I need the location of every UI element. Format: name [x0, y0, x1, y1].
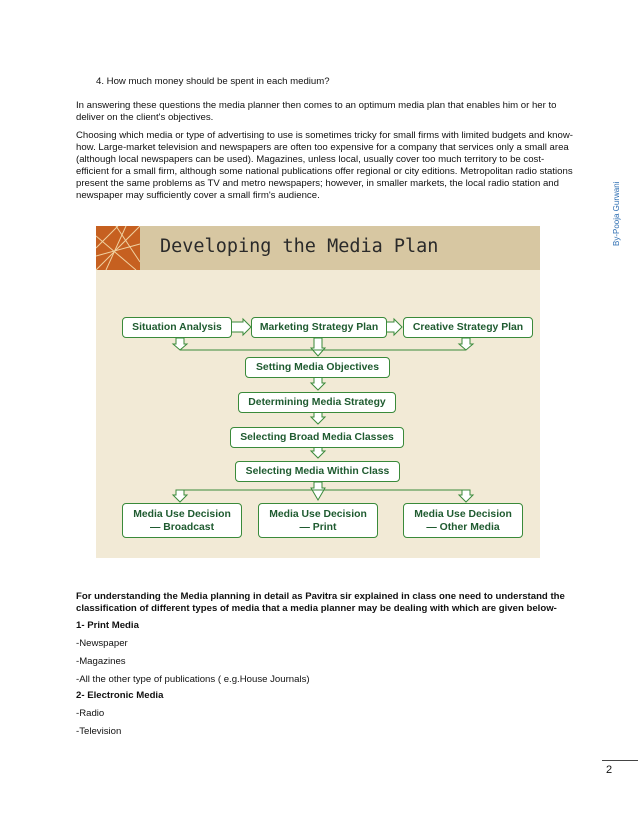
box-media-use-decision-broadcast	[122, 503, 242, 538]
media-plan-diagram	[96, 226, 540, 558]
page-number: 2	[606, 764, 613, 776]
question-4: 4. How much money should be spent in each medium?	[96, 76, 330, 87]
list-item-other-publications: -All the other type of publications ( e.g.House Journals)	[76, 674, 310, 685]
understanding-line-2: classification of different types of media that a media planner may be dealing with which are given below-	[76, 603, 557, 614]
box-determining-media-strategy: Determining Media Strategy	[238, 392, 396, 413]
paragraph-1-line-2: deliver on the client's objectives.	[76, 112, 214, 123]
paragraph-2-line-6: newspaper may sufficiently cover a small firm's audience.	[76, 190, 320, 201]
box-creative-strategy-plan: Creative Strategy Plan	[403, 317, 533, 338]
diagram-title: Developing the Media Plan	[160, 236, 439, 257]
box-marketing-strategy-plan: Marketing Strategy Plan	[251, 317, 387, 338]
paragraph-2-line-5: present the same problems as TV and metro newspapers; however, in smaller markets, the local radio station and	[76, 178, 559, 189]
list-item-radio: -Radio	[76, 708, 105, 719]
understanding-line-1: For understanding the Media planning in detail as Pavitra sir explained in class one need to understand the	[76, 591, 565, 602]
broadcast-line-1: Media Use Decision	[133, 508, 231, 520]
paragraph-1-line-1: In answering these questions the media planner then comes to an optimum media plan that enables him or her to	[76, 100, 557, 111]
box-selecting-media-within-class: Selecting Media Within Class	[235, 461, 400, 482]
box-media-use-decision-print	[258, 503, 378, 538]
box-selecting-broad-media-classes: Selecting Broad Media Classes	[230, 427, 404, 448]
other-line-2: — Other Media	[426, 521, 500, 533]
page-number-rule	[602, 760, 638, 761]
print-line-2: — Print	[299, 521, 337, 533]
list-item-magazines: -Magazines	[76, 656, 126, 667]
box-setting-media-objectives: Setting Media Objectives	[245, 357, 390, 378]
paragraph-2-line-4: efficient for a small firm, although some national publications offer regional or city editions. Metropolitan radio stations	[76, 166, 573, 177]
section-print-media: 1- Print Media	[76, 620, 139, 631]
paragraph-2-line-1: Choosing which media or type of advertising to use is sometimes tricky for small firms with limited budgets and know-	[76, 130, 573, 141]
print-line-1: Media Use Decision	[269, 508, 367, 520]
paragraph-2-line-3: (although local newspapers can be used). Magazines, unless local, usually cover too much territory to be cost-	[76, 154, 545, 165]
author-side-label: By-Pooja Gurwani	[612, 181, 621, 246]
section-electronic-media: 2- Electronic Media	[76, 690, 164, 701]
box-media-use-decision-other	[403, 503, 523, 538]
list-item-television: -Television	[76, 726, 122, 737]
broadcast-line-2: — Broadcast	[149, 521, 215, 533]
other-line-1: Media Use Decision	[414, 508, 512, 520]
box-situation-analysis: Situation Analysis	[122, 317, 232, 338]
list-item-newspaper: -Newspaper	[76, 638, 128, 649]
paragraph-2-line-2: how. Large-market television and newspapers are often too expensive for a company that services only a small area	[76, 142, 569, 153]
